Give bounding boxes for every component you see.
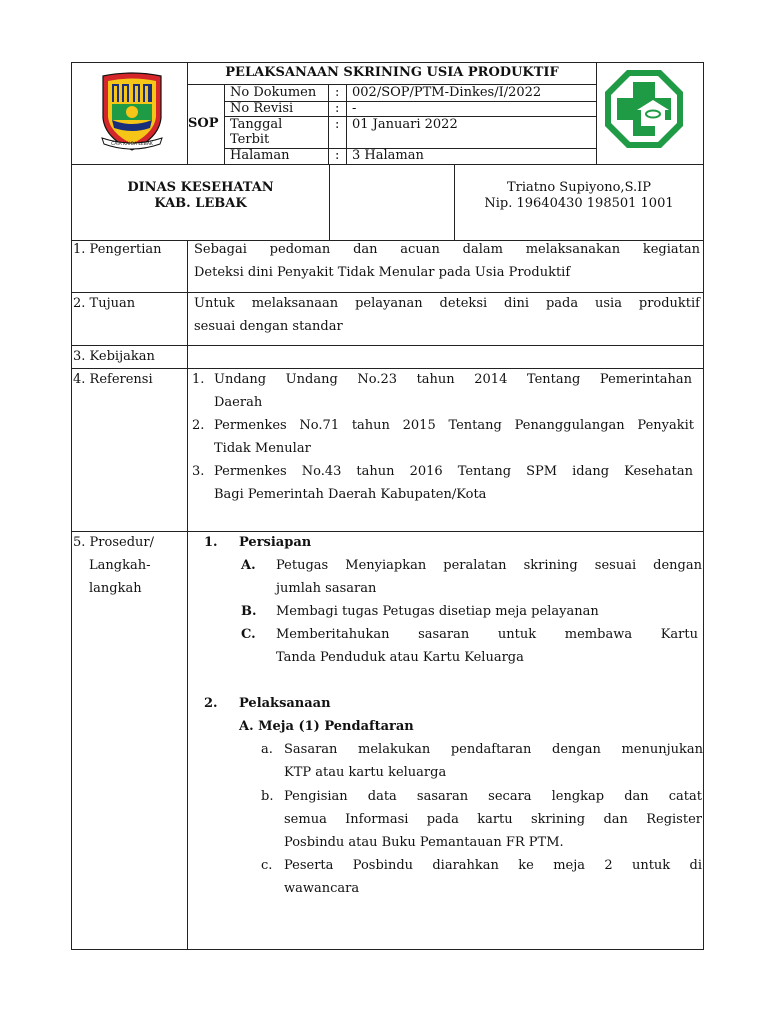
persiapan-letter: A. [241,558,256,573]
referensi-line: Bagi Pemerintah Daerah Kabupaten/Kota [214,487,487,502]
meta-value-no-revisi: - [352,101,357,116]
meta-sep: : [335,117,340,132]
pelaksanaan-letter: a. [261,742,273,757]
persiapan-letter: B. [241,604,257,619]
meta-label-tanggal: Tanggal [230,117,283,132]
pengertian-line: Sebagai pedoman dan acuan dalam melaksanakan kegiatan [194,242,700,257]
border-bottom [71,949,704,950]
persiapan-number: 1. [204,535,218,550]
persiapan-line: jumlah sasaran [276,581,377,596]
persiapan-line: Membagi tugas Petugas disetiap meja pelayanan [276,604,599,619]
border-right [703,62,704,950]
referensi-number: 2. [192,418,205,433]
sop-label: SOP [188,116,219,131]
persiapan-title: Persiapan [239,535,312,550]
referensi-line: Tidak Menular [214,441,311,456]
meta-value-tanggal: 01 Januari 2022 [352,117,458,132]
meta-label-halaman: Halaman [230,148,290,163]
signer-nip: Nip. 19640430 198501 1001 [484,196,674,211]
referensi-line: Daerah [214,395,263,410]
pelaksanaan-title: Pelaksanaan [239,696,331,711]
tujuan-line: sesuai dengan standar [194,319,343,334]
pelaksanaan-line: Posbindu atau Buku Pemantauan FR PTM. [284,835,564,850]
pelaksanaan-line: Peserta Posbindu diarahkan ke meja 2 untuk di [284,858,702,873]
svg-text:CAIA KAIOA LEBAK: CAIA KAIOA LEBAK [111,142,153,147]
meta-sep: : [335,101,340,116]
pelaksanaan-subtitle: A. Meja (1) Pendaftaran [239,719,414,734]
kab-lebak-logo-icon [99,72,165,154]
referensi-number: 3. [192,464,205,479]
puskesmas-logo-icon [603,68,685,150]
pelaksanaan-line: semua Informasi pada kartu skrining dan Register [284,812,702,827]
signer-name: Triatno Supiyono,S.IP [506,180,652,195]
meta-sep: : [335,85,340,100]
persiapan-line: Petugas Menyiapkan peralatan skrining sesuai dengan [276,558,702,573]
section-label-kebijakan: 3. Kebijakan [73,349,155,364]
meta-sep: : [335,148,340,163]
persiapan-line: Tanda Penduduk atau Kartu Keluarga [276,650,524,665]
referensi-number: 1. [192,372,205,387]
pelaksanaan-letter: b. [261,789,274,804]
meta-label-no-revisi: No Revisi [230,101,294,116]
section-label-prosedur: Langkah- [89,558,151,573]
persiapan-line: Memberitahukan sasaran untuk membawa Kartu [276,627,698,642]
pelaksanaan-number: 2. [204,696,218,711]
referensi-line: Permenkes No.43 tahun 2016 Tentang SPM idang Kesehatan [214,464,693,479]
pelaksanaan-line: Sasaran melakukan pendaftaran dengan menunjukan [284,742,703,757]
section-label-referensi: 4. Referensi [73,372,153,387]
section-label-prosedur: 5. Prosedur/ [73,535,154,550]
referensi-line: Permenkes No.71 tahun 2015 Tentang Penanggulangan Penyakit [214,418,694,433]
org-region: KAB. LEBAK [154,196,247,211]
pelaksanaan-line: KTP atau kartu keluarga [284,765,447,780]
pelaksanaan-line: wawancara [284,881,360,896]
pelaksanaan-letter: c. [261,858,273,873]
section-label-tujuan: 2. Tujuan [73,296,136,311]
org-name: DINAS KESEHATAN [127,180,274,195]
meta-label-terbit: Terbit [230,132,270,147]
section-label-pengertian: 1. Pengertian [73,242,162,257]
meta-value-halaman: 3 Halaman [352,148,424,163]
meta-label-no-dokumen: No Dokumen [230,85,317,100]
pengertian-line: Deteksi dini Penyakit Tidak Menular pada Usia Produktif [194,265,571,280]
document-title: PELAKSANAAN SKRINING USIA PRODUKTIF [225,65,559,80]
persiapan-letter: C. [241,627,256,642]
meta-value-no-dokumen: 002/SOP/PTM-Dinkes/I/2022 [352,85,542,100]
referensi-line: Undang Undang No.23 tahun 2014 Tentang Pemerintahan [214,372,692,387]
section-label-prosedur: langkah [89,581,142,596]
pelaksanaan-line: Pengisian data sasaran secara lengkap dan catat [284,789,702,804]
tujuan-line: Untuk melaksanaan pelayanan deteksi dini pada usia produktif [194,296,700,311]
